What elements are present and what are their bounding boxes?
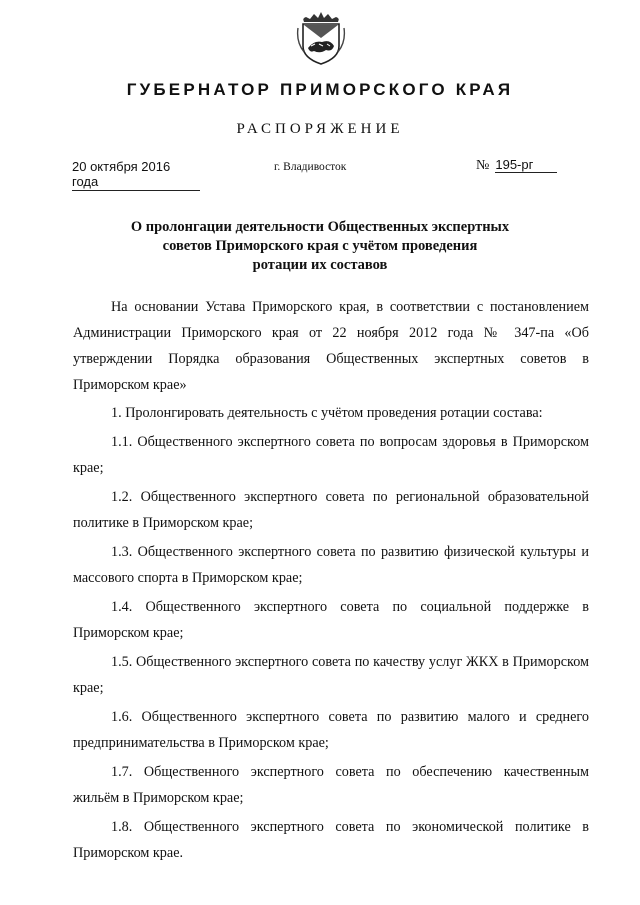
intro-paragraph: На основании Устава Приморского края, в соответствии с постановлением Администрации Приморского края от 22 ноября 2012 года № 347-па «Об утверждении Порядка образования Общественных экспертных советов в Приморском крае» <box>73 299 589 393</box>
item-1: 1. Пролонгировать деятельность с учётом проведения ротации состава: <box>111 405 543 421</box>
document-body <box>73 294 589 866</box>
document-subject <box>120 218 520 275</box>
governor-title: ГУБЕРНАТОР ПРИМОРСКОГО КРАЯ <box>126 80 514 99</box>
subitem-1-8: 1.8. Общественного экспертного совета по экономической политике в Приморском крае. <box>73 819 589 861</box>
subitem-1-4: 1.4. Общественного экспертного совета по социальной поддержке в Приморском крае; <box>73 599 589 641</box>
subitem-1-3: 1.3. Общественного экспертного совета по развитию физической культуры и массового спорта в Приморском крае; <box>73 544 589 586</box>
subject-line-1: О пролонгации деятельности Общественных экспертных <box>130 219 510 235</box>
subject-line-2: советов Приморского края с учётом проведения <box>162 238 478 254</box>
coat-of-arms-icon <box>296 8 346 66</box>
document-date: 20 октября 2016 года <box>72 159 200 191</box>
number-label: № <box>476 158 490 173</box>
subitem-1-2: 1.2. Общественного экспертного совета по региональной образовательной политике в Приморском крае; <box>73 489 589 531</box>
document-number <box>476 157 557 174</box>
subitem-1-6: 1.6. Общественного экспертного совета по развитию малого и среднего предпринимательства в Приморском крае; <box>73 709 589 751</box>
document-type: РАСПОРЯЖЕНИЕ <box>236 121 404 137</box>
subject-line-3: ротации их составов <box>252 257 388 273</box>
subitem-1-7: 1.7. Общественного экспертного совета по обеспечению качественным жильём в Приморском крае; <box>73 764 589 806</box>
document-city: г. Владивосток <box>274 161 347 173</box>
number-value: 195-рг <box>495 157 557 173</box>
subitem-1-5: 1.5. Общественного экспертного совета по качеству услуг ЖКХ в Приморском крае; <box>73 654 589 696</box>
subitem-1-1: 1.1. Общественного экспертного совета по вопросам здоровья в Приморском крае; <box>73 434 589 476</box>
